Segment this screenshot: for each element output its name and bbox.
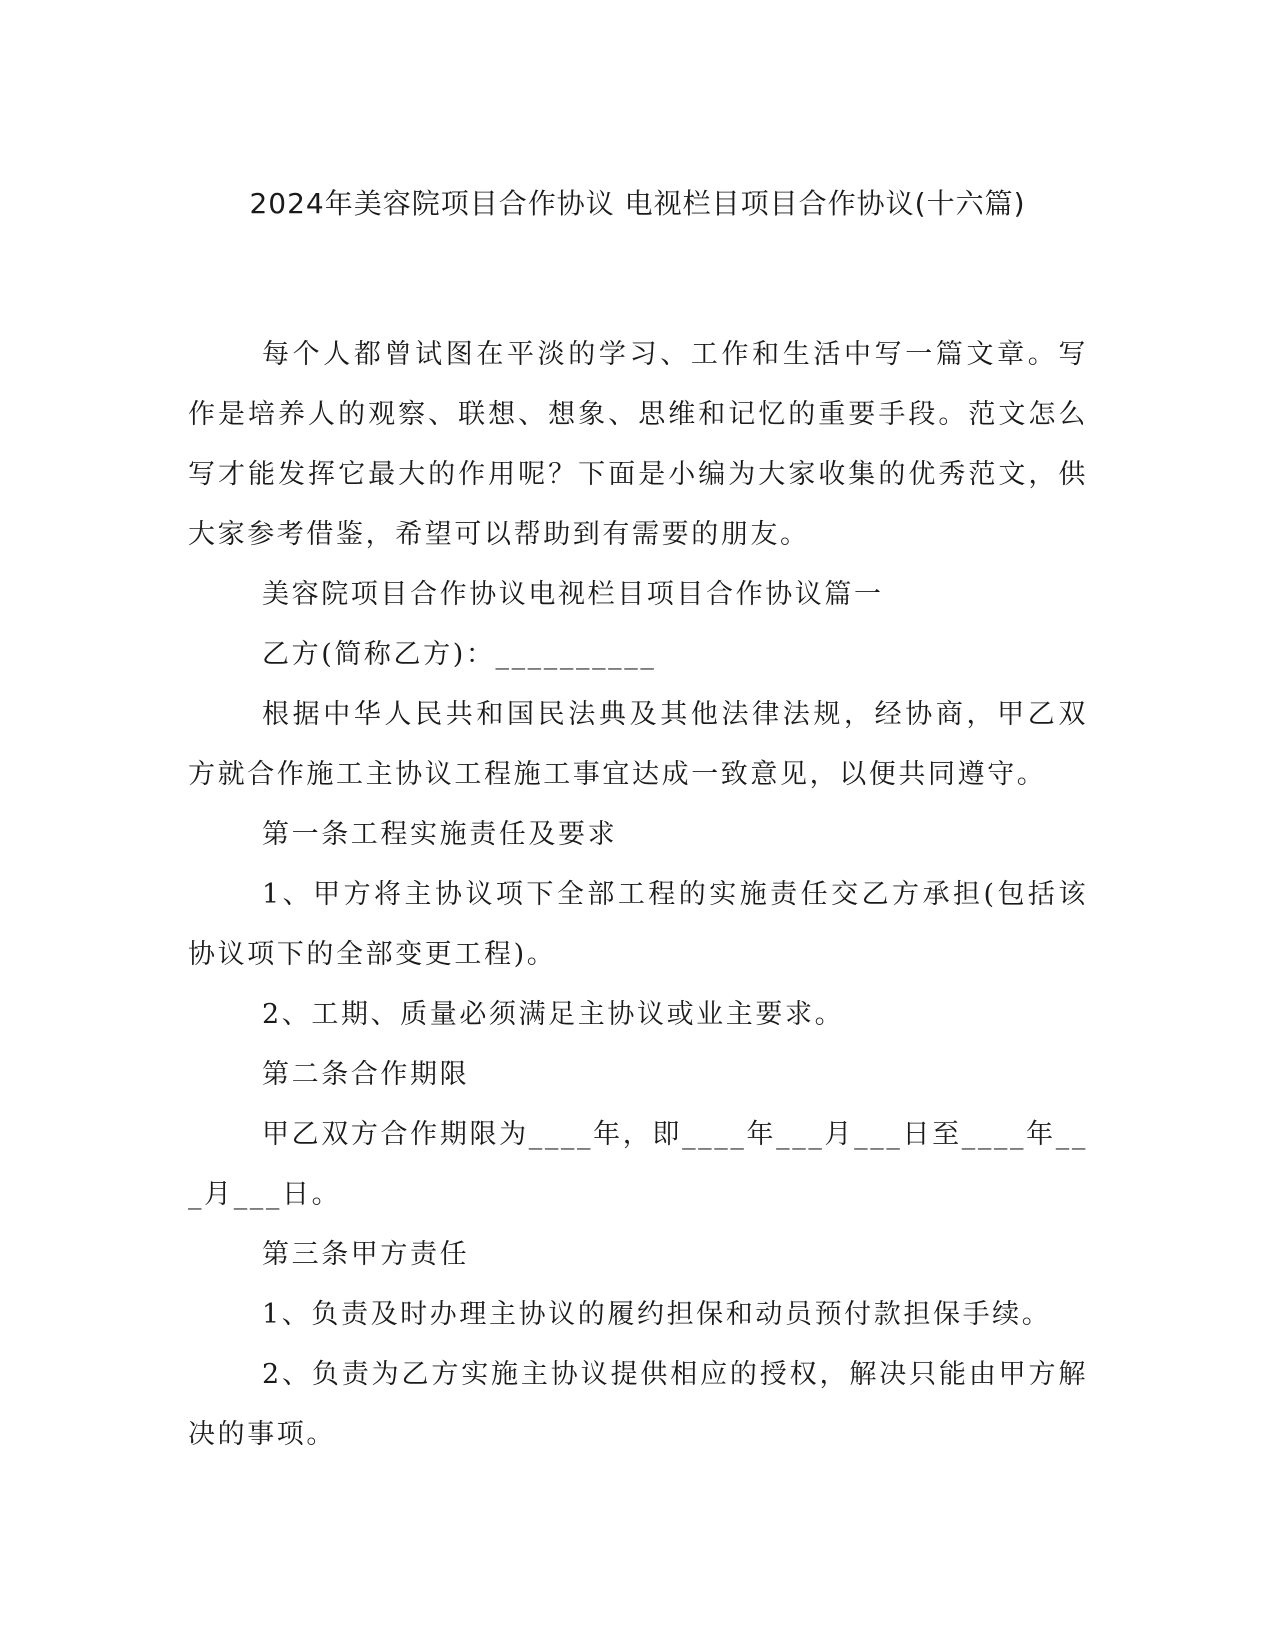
document-title: 2024年美容院项目合作协议 电视栏目项目合作协议(十六篇) [249, 187, 1026, 220]
document-body [188, 325, 1088, 1465]
clause-paragraph: 2、负责为乙方实施主协议提供相应的授权，解决只能由甲方解决的事项。 [188, 1359, 1088, 1450]
intro-paragraph: 每个人都曾试图在平淡的学习、工作和生活中写一篇文章。写作是培养人的观察、联想、想象、思维和记忆的重要手段。范文怎么写才能发挥它最大的作用呢？下面是小编为大家收集的优秀范文，供大家参考借鉴，希望可以帮助到有需要的朋友。 [188, 339, 1088, 550]
article-heading: 第一条工程实施责任及要求 [262, 819, 618, 850]
clause-paragraph: 1、负责及时办理主协议的履约担保和动员预付款担保手续。 [262, 1299, 1052, 1330]
term-paragraph: 甲乙双方合作期限为____年，即____年___月___日至____年___月___日。 [188, 1119, 1088, 1210]
clause-paragraph: 1、甲方将主协议项下全部工程的实施责任交乙方承担(包括该协议项下的全部变更工程)。 [188, 879, 1088, 970]
preamble-paragraph: 根据中华人民共和国民法典及其他法律法规，经协商，甲乙双方就合作施工主协议工程施工事宜达成一致意见，以便共同遵守。 [188, 699, 1088, 790]
clause-paragraph: 2、工期、质量必须满足主协议或业主要求。 [262, 999, 845, 1030]
article-heading: 第三条甲方责任 [262, 1239, 470, 1270]
party-b-line: 乙方(简称乙方)：__________ [262, 639, 657, 670]
article-heading: 第二条合作期限 [262, 1059, 470, 1090]
section-heading: 美容院项目合作协议电视栏目项目合作协议篇一 [262, 579, 884, 610]
